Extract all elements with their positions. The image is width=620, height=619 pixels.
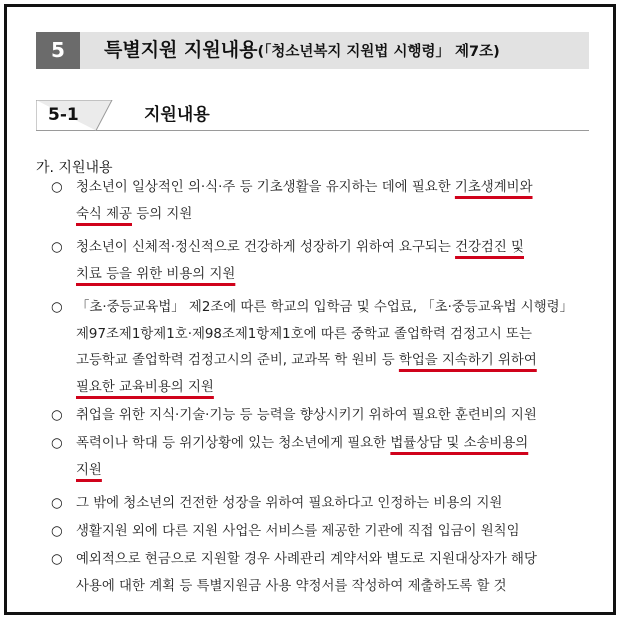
- bullet-circle: ○: [51, 524, 63, 539]
- plain-text: 사용에 대한 계획 등 특별지원금 사용 약정서를 작성하여 제출하도록 할 것: [76, 578, 507, 594]
- bullet-circle: ○: [51, 496, 63, 511]
- text-line: [76, 235, 596, 262]
- plain-text: 「초·중등교육법」 제2조에 따른 학교의 입학금 및 수업료, 「초·중등교육법 시행령」: [76, 300, 573, 315]
- underlined-text: 기초생계비와: [454, 180, 533, 195]
- text-line: [76, 458, 596, 485]
- bullet-circle: ○: [51, 300, 63, 315]
- underlined-text: 지원: [76, 462, 102, 478]
- plain-text: 폭력이나 학대 등 위기상황에 있는 청소년에게 필요한: [76, 436, 391, 451]
- underlined-text: 필요한 교육비용의 지원: [76, 379, 214, 395]
- subsection-number: 5-1: [48, 105, 79, 125]
- underlined-text: 법률상담 및 소송비용의: [390, 436, 529, 451]
- text-line: [76, 262, 596, 289]
- bullet-circle: ○: [51, 552, 63, 567]
- section-title: [104, 32, 500, 71]
- plain-text: 예외적으로 현금으로 지원할 경우 사례관리 계약서와 별도로 지원대상자가 해당: [76, 552, 537, 567]
- text-line: [76, 431, 596, 458]
- bullet-circle: ○: [51, 180, 63, 195]
- text-line: [76, 322, 596, 349]
- section-header: [36, 32, 589, 69]
- section-title-text: 특별지원 지원내용: [104, 39, 258, 61]
- underlined-text: 숙식 제공: [76, 206, 132, 222]
- text-line: [76, 348, 596, 375]
- underlined-text: 치료 등을 위한 비용의 지원: [76, 266, 236, 282]
- text-line: [76, 403, 596, 430]
- support-item-text: [76, 491, 596, 518]
- section-subtitle: (「청소년복지 지원법 시행령」 제7조): [257, 44, 500, 60]
- paragraph-heading: 가. 지원내용: [36, 160, 113, 176]
- support-item-text: [76, 519, 596, 546]
- plain-text: 생활지원 외에 다른 지원 사업은 서비스를 제공한 기관에 직접 입금이 원칙임: [76, 524, 520, 539]
- support-item-text: [76, 547, 596, 600]
- text-line: [76, 491, 596, 518]
- text-line: [76, 547, 596, 574]
- subsection-title: 지원내용: [144, 105, 210, 125]
- bullet-circle: ○: [51, 436, 63, 451]
- text-line: [76, 295, 596, 322]
- text-line: [76, 175, 596, 202]
- underlined-text: 학업을 지속하기 위하여: [398, 353, 537, 368]
- bullet-circle: ○: [51, 408, 63, 423]
- support-item-text: [76, 295, 596, 401]
- plain-text: 청소년이 일상적인 의·식·주 등 기초생활을 유지하는 데에 필요한: [76, 180, 455, 195]
- support-item-text: [76, 403, 596, 430]
- text-line: [76, 375, 596, 402]
- plain-text: 취업을 위한 지식·기술·기능 등 능력을 향상시키기 위하여 필요한 훈련비의 지원: [76, 408, 537, 423]
- section-number: 5: [36, 32, 80, 69]
- support-item-text: [76, 431, 596, 484]
- text-line: [76, 519, 596, 546]
- bullet-circle: ○: [51, 240, 63, 255]
- plain-text: 청소년이 신체적·정신적으로 건강하게 성장하기 위하여 요구되는: [76, 240, 456, 255]
- subsection-header: [36, 100, 589, 131]
- page-frame: [4, 4, 616, 615]
- support-item-text: [76, 235, 596, 288]
- text-line: [76, 202, 596, 229]
- underlined-text: 건강검진 및: [455, 240, 524, 255]
- text-line: [76, 574, 596, 601]
- plain-text: 제97조제1항제1호·제98조제1항제1호에 따른 중학교 졸업학력 검정고시 또는: [76, 326, 532, 342]
- support-item-text: [76, 175, 596, 228]
- plain-text: 고등학교 졸업학력 검정고시의 준비, 교과목 학 원비 등: [76, 353, 399, 368]
- plain-text: 등의 지원: [132, 206, 193, 222]
- plain-text: 그 밖에 청소년의 건전한 성장을 위하여 필요하다고 인정하는 비용의 지원: [76, 496, 503, 511]
